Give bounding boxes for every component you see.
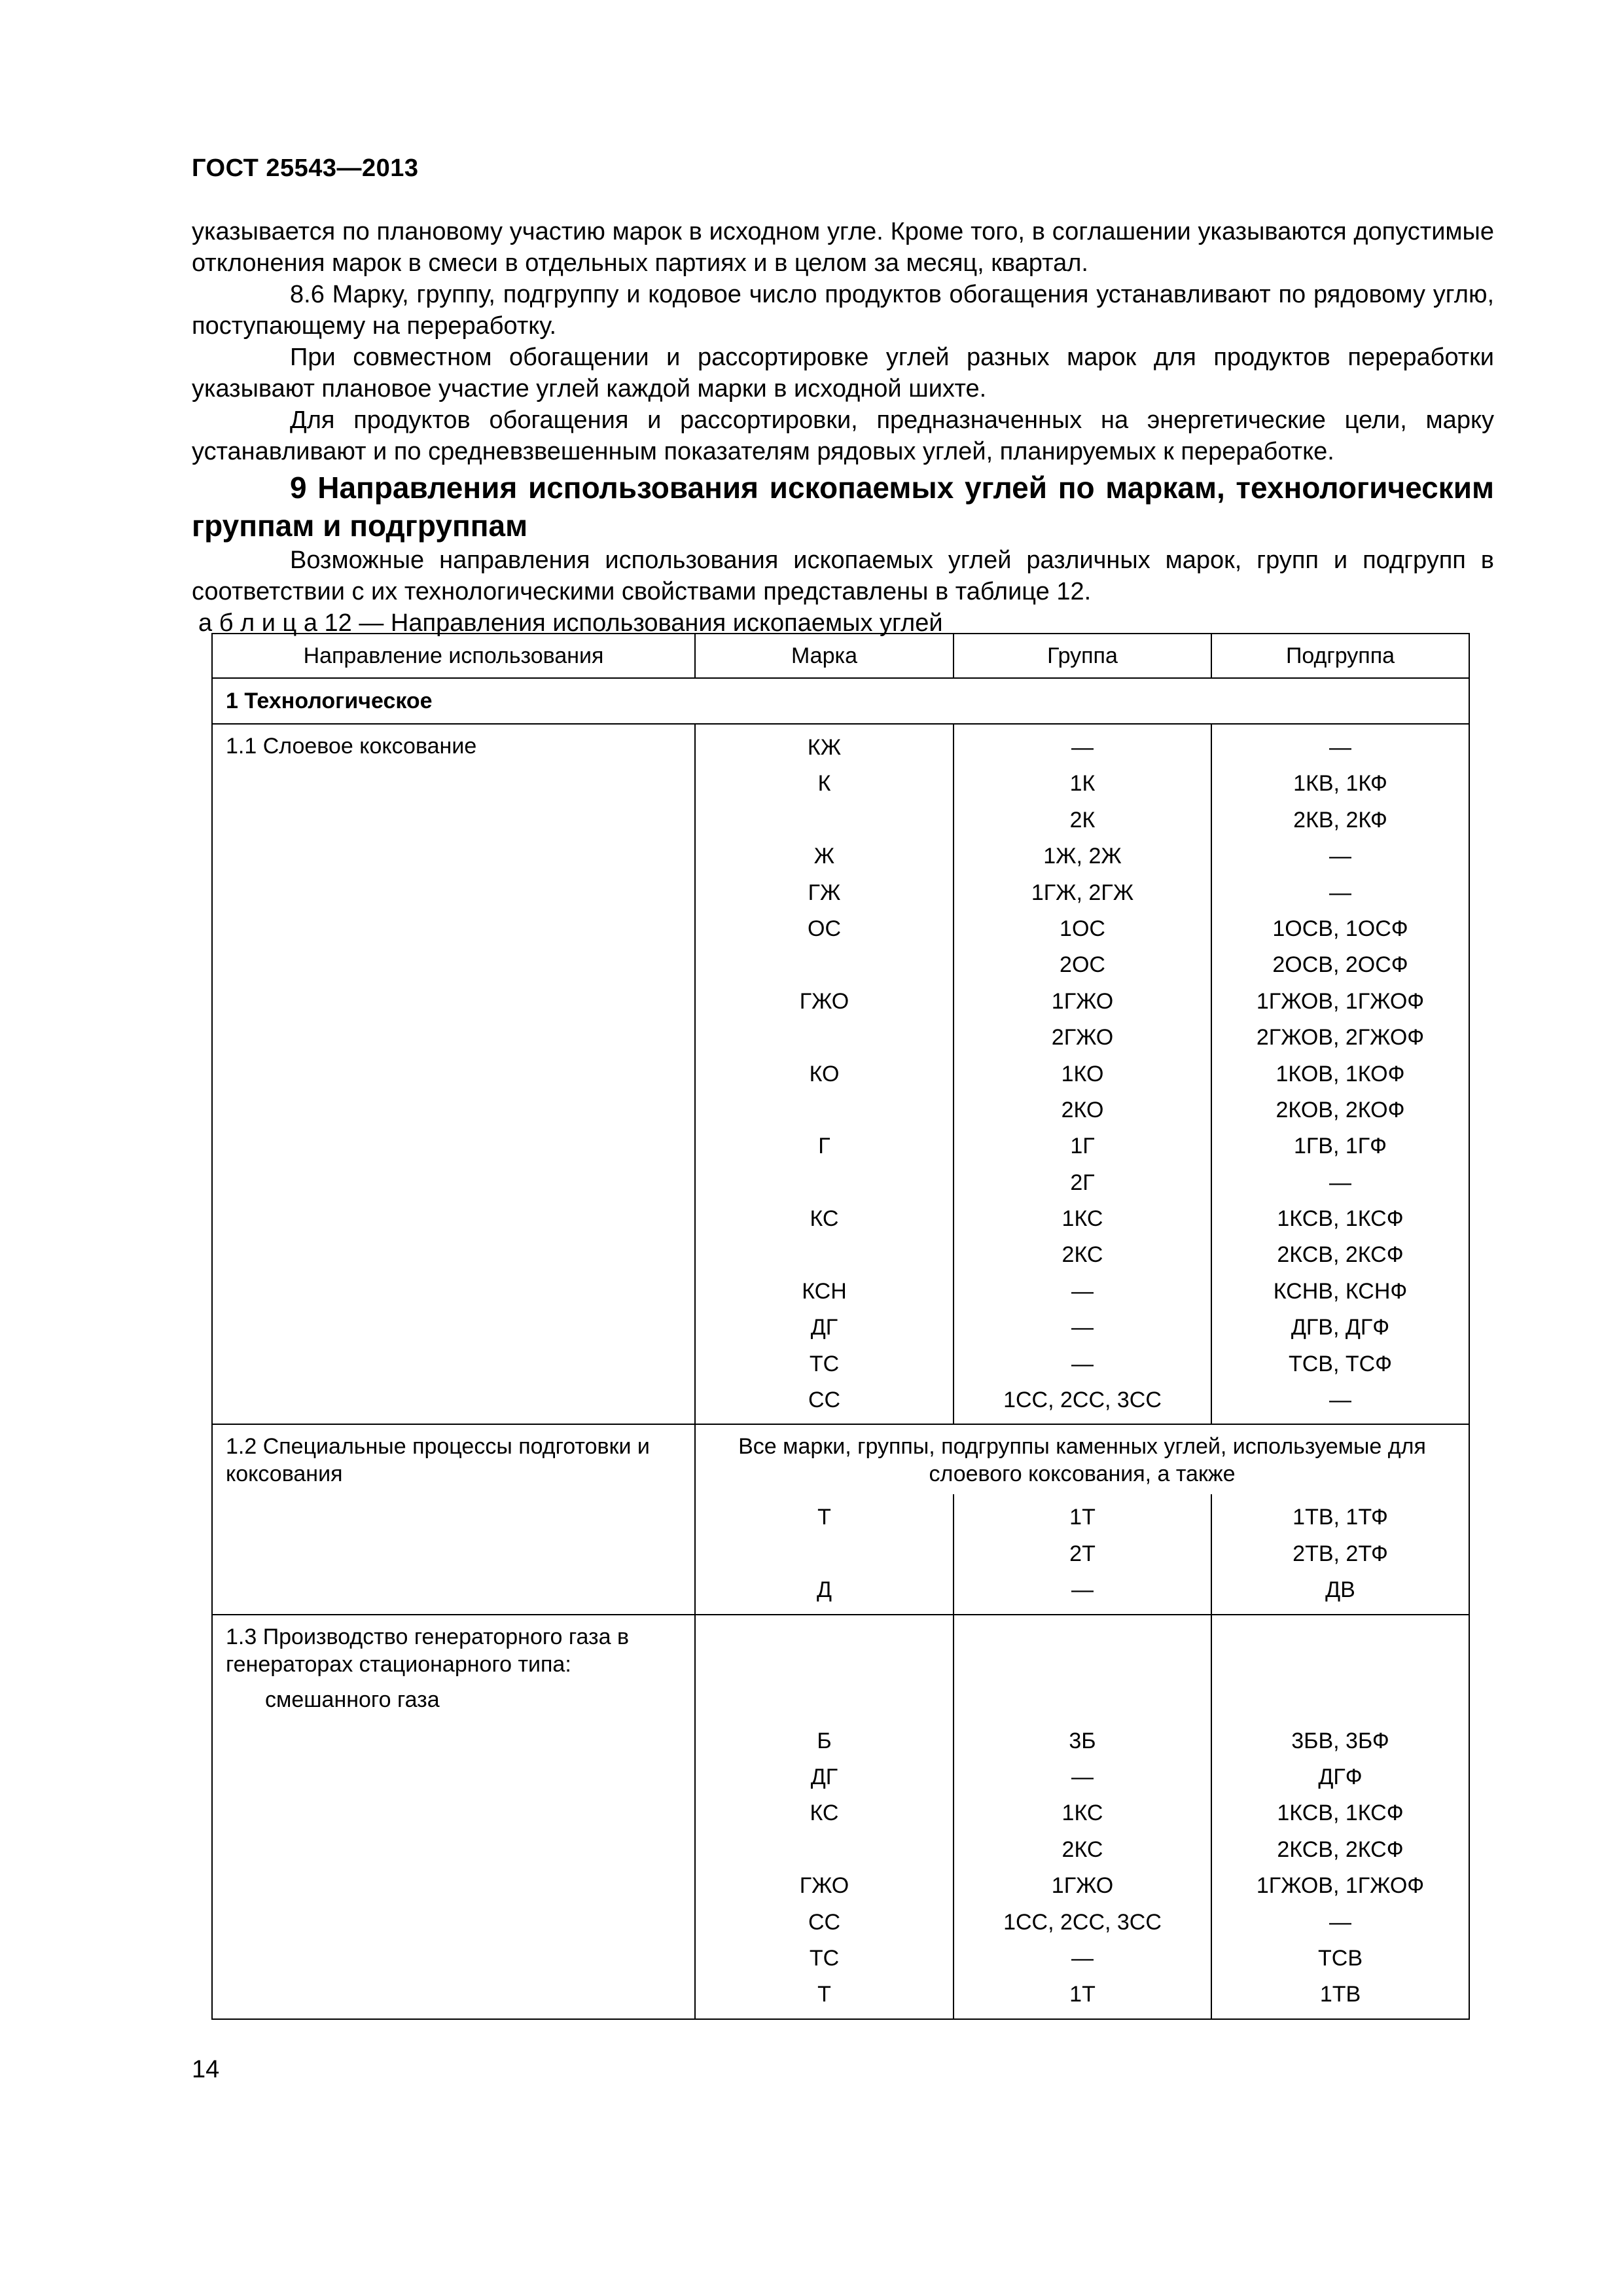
cell-value: ДВ	[1325, 1577, 1355, 1603]
cell-value: ТС	[809, 1945, 840, 1971]
cell-value: —	[1329, 880, 1351, 905]
cell-value: 1ТВ, 1ТФ	[1293, 1505, 1388, 1530]
section-title: 1 Технологическое	[212, 678, 1469, 724]
cell-value: 1ГЖОВ, 1ГЖОФ	[1256, 988, 1425, 1014]
header-mark: Марка	[695, 634, 954, 678]
cell-value: 1КСВ, 1КСФ	[1277, 1206, 1404, 1232]
mark-cell	[695, 1494, 954, 1614]
mark-cell	[695, 1615, 954, 2019]
cell-value: ТС	[809, 1351, 840, 1376]
cell-value: КО	[809, 1061, 840, 1086]
cell-value	[696, 1092, 953, 1128]
cell-value: Д	[816, 1577, 832, 1603]
page-number: 14	[192, 2056, 220, 2083]
usage-table-container	[211, 633, 1469, 2020]
merged-note-cell: Все марки, группы, подгруппы каменных углей, используемые для слоевого коксования, а также	[695, 1424, 1469, 1494]
paragraph: Для продуктов обогащения и рассортировки, предназначенных на энергетические цели, марку устанавливают и по средневзвешенным показателям рядовых углей, планируемых к переработке.	[192, 406, 1494, 465]
cell-value: —	[1071, 1577, 1094, 1603]
cell-value: 2КСВ, 2КСФ	[1277, 1242, 1404, 1268]
cell-value: 1ГЖО	[1051, 988, 1114, 1014]
cell-value: 2ТВ, 2ТФ	[1293, 1541, 1388, 1566]
cell-value: Б	[817, 1728, 832, 1753]
cell-value: ТСВ, ТСФ	[1288, 1351, 1393, 1376]
subgroup-cell	[1211, 1615, 1469, 2019]
cell-value: 1Т	[1069, 1505, 1096, 1530]
direction-cell	[212, 724, 695, 1424]
cell-value: ГЖО	[799, 988, 849, 1014]
cell-value: 1ГЖОВ, 1ГЖОФ	[1256, 1873, 1425, 1899]
cell-value: ДГФ	[1318, 1764, 1363, 1789]
cell-value: —	[1071, 1351, 1094, 1376]
cell-value: 1К	[1069, 771, 1096, 797]
cell-value: 1ОСВ, 1ОСФ	[1272, 916, 1408, 941]
cell-value: 1СС, 2СС, 3СС	[1003, 1909, 1162, 1935]
cell-value: 2КСВ, 2КСФ	[1277, 1837, 1404, 1862]
direction-cell	[212, 1615, 695, 2019]
cell-value: 1ОС	[1060, 916, 1105, 941]
cell-value: —	[1071, 1764, 1094, 1789]
direction-cell	[212, 1424, 695, 1614]
table-row	[212, 724, 1469, 1424]
cell-value	[696, 1165, 953, 1201]
cell-value: 1ГВ, 1ГФ	[1293, 1134, 1387, 1159]
cell-value: 1Т	[1069, 1982, 1096, 2007]
cell-value: ДГВ, ДГФ	[1291, 1315, 1390, 1340]
paragraph: Возможные направления использования ископаемых углей различных марок, групп и подгрупп в соответствии с их технологическими свойствами представлены в таблице 12.	[192, 547, 1494, 605]
cell-value: 1ГЖО	[1051, 1873, 1114, 1899]
cell-value: ГЖО	[799, 1873, 849, 1899]
cell-value: ГЖ	[808, 880, 841, 905]
cell-value: 1КС	[1061, 1206, 1103, 1232]
cell-value: 1СС, 2СС, 3СС	[1003, 1388, 1162, 1413]
cell-value	[696, 1832, 953, 1868]
cell-value	[696, 1536, 953, 1572]
cell-value: 1КВ, 1КФ	[1293, 771, 1387, 797]
cell-value: КС	[810, 1206, 839, 1232]
cell-value: СС	[808, 1388, 841, 1413]
cell-value: КСН	[802, 1278, 847, 1304]
cell-value: 1Г	[1070, 1134, 1095, 1159]
cell-value: КЖ	[807, 735, 842, 760]
table-section-row	[212, 678, 1469, 724]
table-header-row	[212, 634, 1469, 678]
cell-value: —	[1071, 1315, 1094, 1340]
cell-value: 3Б	[1069, 1728, 1096, 1753]
cell-value: 2ОС	[1060, 952, 1105, 978]
sub-direction-text: смешанного газа	[265, 1687, 440, 1712]
cell-value: ДГ	[810, 1764, 838, 1789]
cell-value: Т	[817, 1982, 831, 2007]
cell-value: 2КО	[1061, 1097, 1104, 1122]
cell-value: КС	[810, 1801, 839, 1826]
paragraph: указывается по плановому участию марок в исходном угле. Кроме того, в соглашении указываются допустимые отклонения марок в смеси в отдельных партиях и в целом за месяц, квартал.	[192, 218, 1494, 277]
cell-value: 1ГЖ, 2ГЖ	[1031, 880, 1134, 905]
cell-value: 1ТВ	[1319, 1982, 1361, 2007]
cell-value: 2КВ, 2КФ	[1293, 807, 1387, 833]
cell-value: 1КОВ, 1КОФ	[1275, 1061, 1405, 1086]
subgroup-cell	[1211, 724, 1469, 1424]
group-cell	[954, 1494, 1211, 1614]
cell-value: —	[1329, 1388, 1351, 1413]
cell-value: 2ГЖО	[1051, 1025, 1114, 1050]
cell-value: СС	[808, 1909, 841, 1935]
cell-value: 1КС	[1061, 1801, 1103, 1826]
cell-value: —	[1071, 735, 1094, 760]
cell-value: —	[1071, 1945, 1094, 1971]
cell-value	[696, 947, 953, 983]
cell-value: —	[1329, 1170, 1351, 1195]
cell-value: —	[1329, 735, 1351, 760]
cell-value	[696, 1020, 953, 1056]
mark-cell	[695, 724, 954, 1424]
body-text	[192, 216, 1494, 639]
cell-value: ДГ	[810, 1315, 838, 1340]
cell-value: —	[1071, 1278, 1094, 1304]
cell-value: 2ГЖОВ, 2ГЖОФ	[1256, 1025, 1425, 1050]
cell-value: —	[1329, 844, 1351, 869]
cell-value: Ж	[813, 844, 835, 869]
cell-value: 2КС	[1061, 1242, 1103, 1268]
paragraph: 8.6 Марку, группу, подгруппу и кодовое число продуктов обогащения устанавливают по рядовому углю, поступающему на переработку.	[192, 281, 1494, 340]
subgroup-cell	[1211, 1494, 1469, 1614]
cell-value: 1Ж, 2Ж	[1043, 844, 1122, 869]
direction-text: 1.2 Специальные процессы подготовки и коксования	[226, 1434, 650, 1487]
cell-value: 2КОВ, 2КОФ	[1275, 1097, 1405, 1122]
standard-header: ГОСТ 25543—2013	[192, 154, 419, 182]
table-row	[212, 1615, 1469, 2019]
cell-value	[696, 1237, 953, 1273]
cell-value: 2Т	[1069, 1541, 1096, 1566]
cell-value: Т	[817, 1505, 831, 1530]
cell-value: 1КСВ, 1КСФ	[1277, 1801, 1404, 1826]
usage-table	[211, 633, 1470, 2020]
cell-value: Г	[818, 1134, 830, 1159]
header-subgroup: Подгруппа	[1211, 634, 1469, 678]
header-direction: Направление использования	[212, 634, 695, 678]
cell-value: К	[817, 771, 831, 797]
table-caption: а б л и ц а 12 — Направления использования ископаемых углей	[198, 609, 943, 637]
direction-text: 1.1 Слоевое коксование	[226, 734, 477, 759]
group-cell	[954, 1615, 1211, 2019]
group-cell	[954, 724, 1211, 1424]
cell-value: —	[1329, 1909, 1351, 1935]
header-group: Группа	[954, 634, 1211, 678]
section-heading: 9 Направления использования ископаемых углей по маркам, технологическим группам и подгруппам	[192, 471, 1494, 543]
cell-value: ОС	[808, 916, 841, 941]
cell-value: 2К	[1069, 807, 1096, 833]
cell-value: 2Г	[1070, 1170, 1095, 1195]
cell-value: 1КО	[1061, 1061, 1104, 1086]
cell-value: ТСВ	[1318, 1945, 1363, 1971]
direction-text: 1.3 Производство генераторного газа в генераторах стационарного типа:	[226, 1624, 630, 1677]
cell-value: 3БВ, 3БФ	[1291, 1728, 1389, 1753]
cell-value	[696, 802, 953, 838]
paragraph: При совместном обогащении и рассортировке углей разных марок для продуктов переработки указывают плановое участие углей каждой марки в исходной шихте.	[192, 344, 1494, 403]
cell-value: 2КС	[1061, 1837, 1103, 1862]
cell-value: КСНВ, КСНФ	[1273, 1278, 1408, 1304]
cell-value: 2ОСВ, 2ОСФ	[1272, 952, 1408, 978]
table-row	[212, 1424, 1469, 1494]
